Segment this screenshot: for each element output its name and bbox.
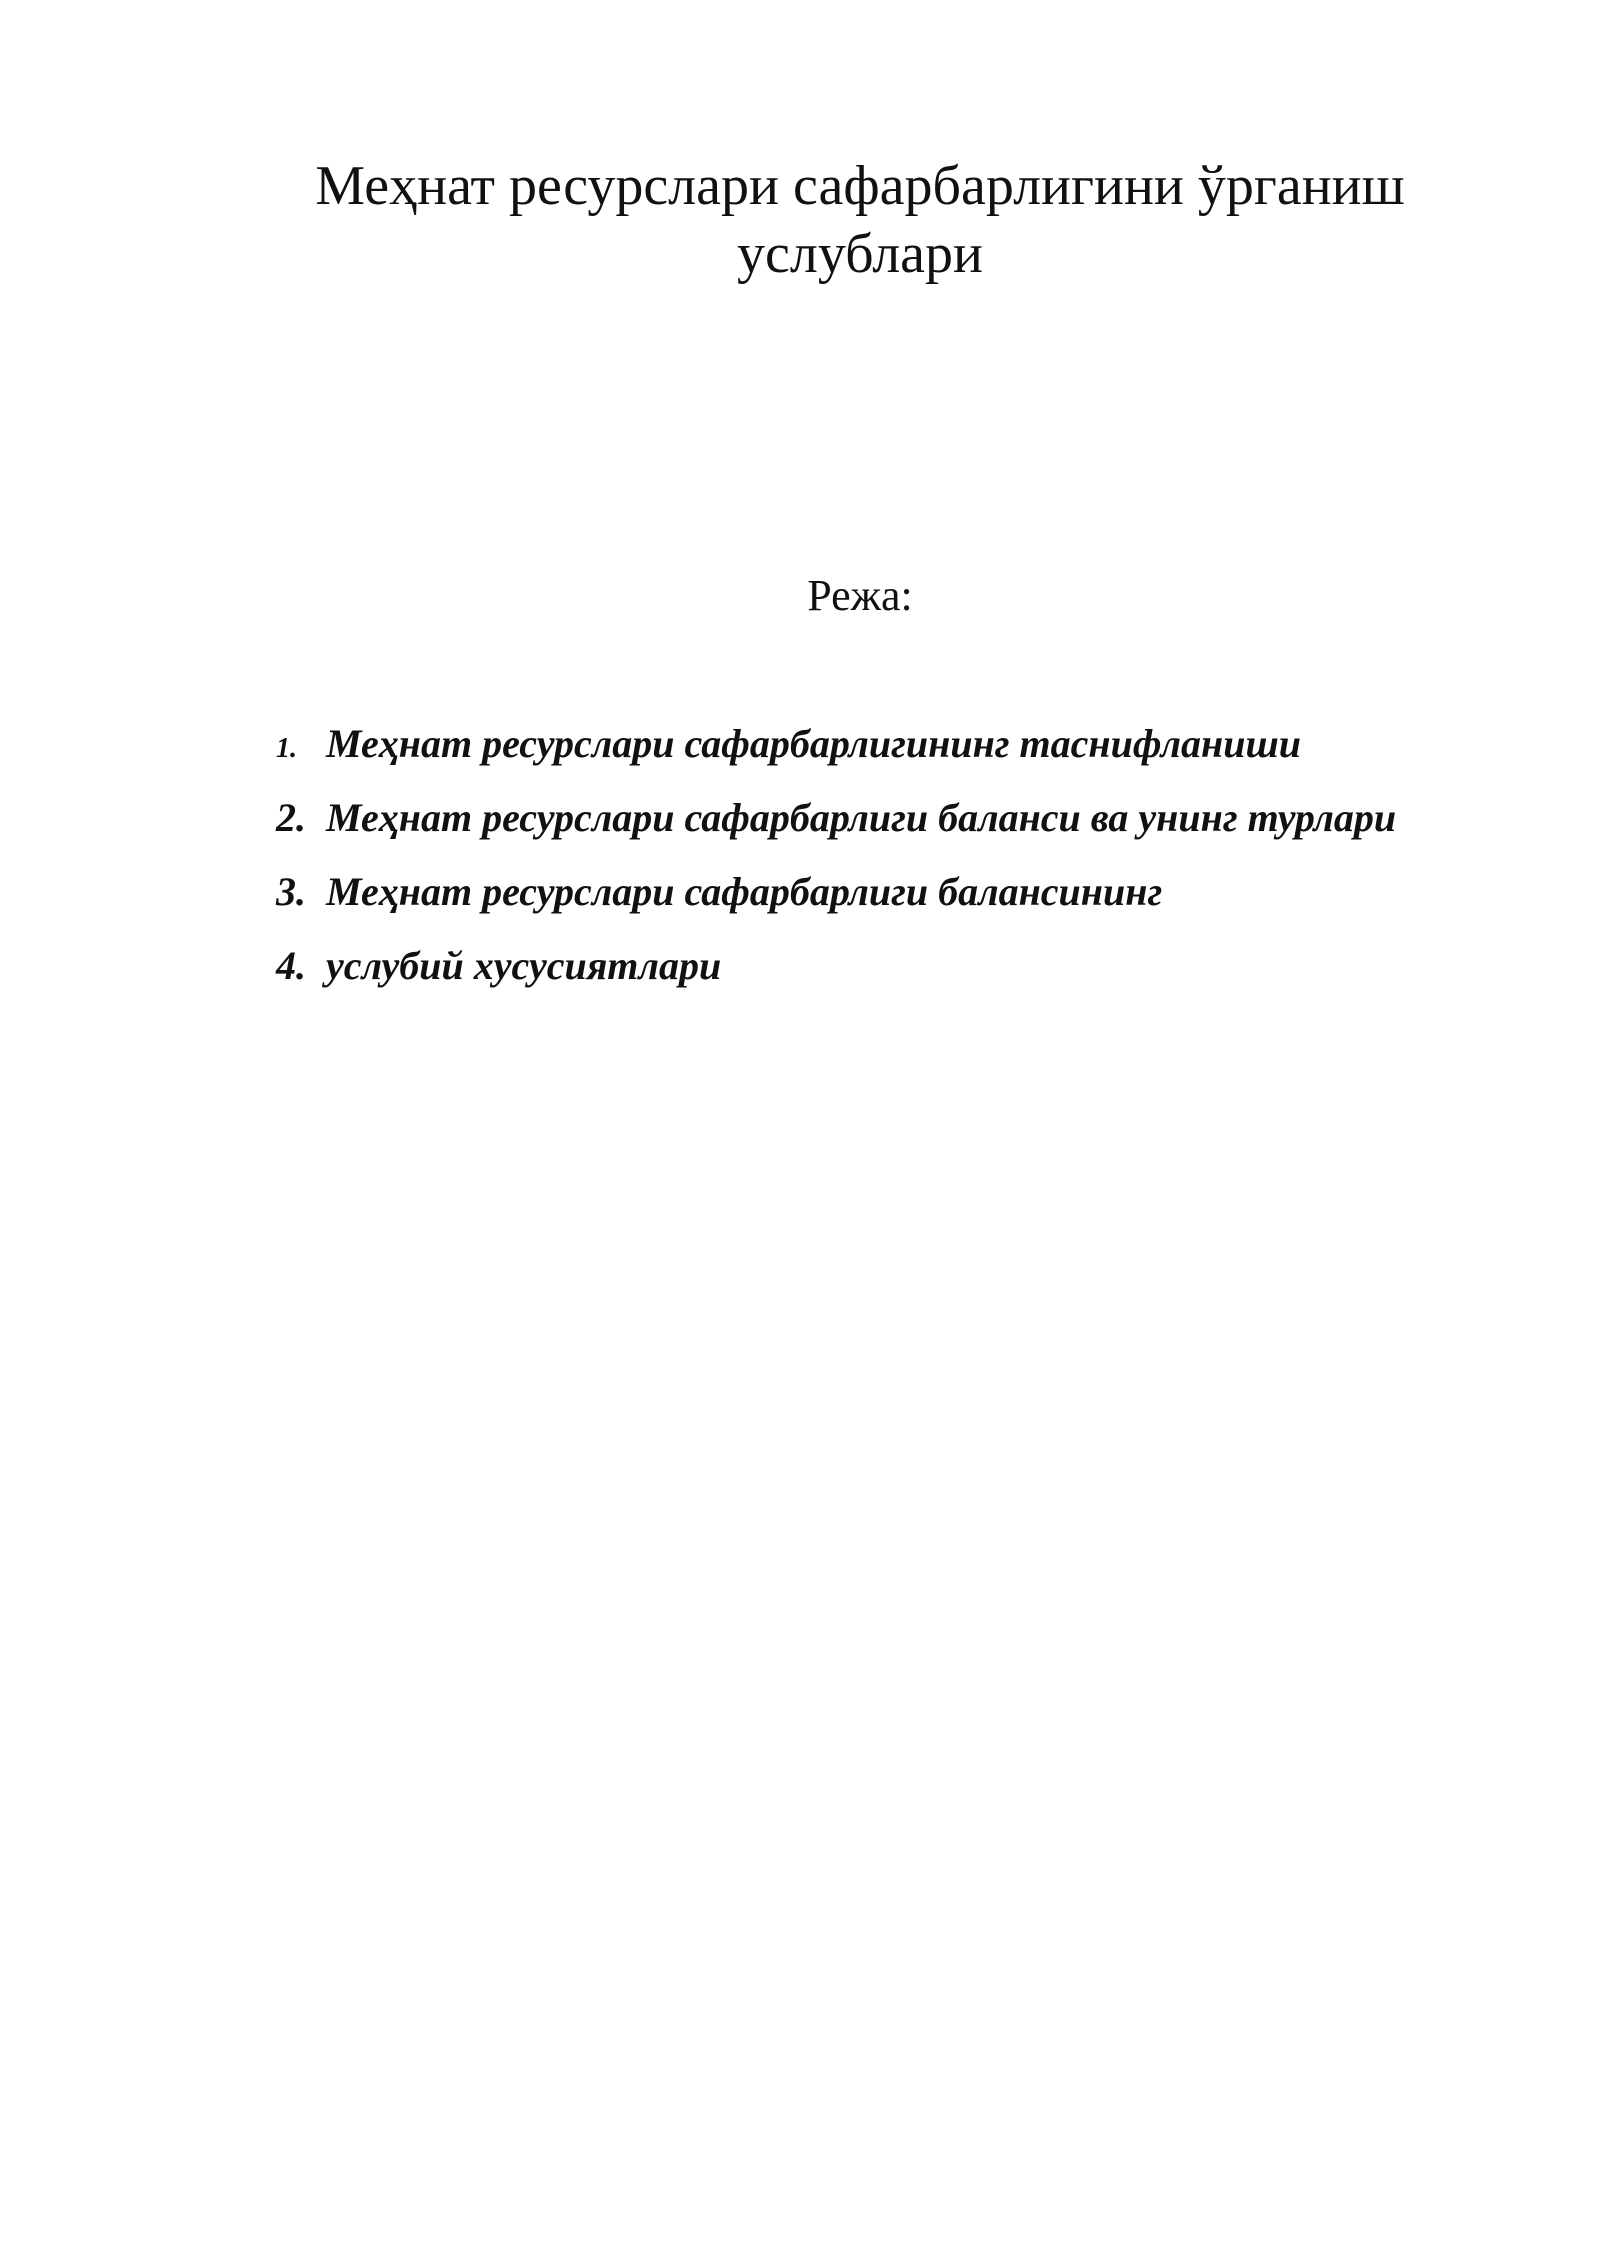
plan-item-text: Меҳнат ресурслари сафарбарлиги баланси ва унинг турлари: [326, 795, 1397, 840]
plan-item-text: Меҳнат ресурслари сафарбарлигининг таснифланиши: [326, 721, 1302, 766]
plan-heading: Режа:: [807, 571, 913, 620]
plan-item-text: услубий хусусиятлари: [326, 943, 722, 988]
document-title-line-1: Меҳнат ресурслари сафарбарлигини ўрганиш: [315, 155, 1405, 217]
plan-item-number: 2.: [276, 795, 306, 840]
plan-item-number: 1.: [276, 733, 297, 764]
document-title: [260, 152, 1460, 288]
plan-list: [276, 716, 1576, 1012]
plan-item-number: 3.: [276, 869, 306, 914]
plan-item-1: [276, 716, 1576, 790]
document-title-line-2: услублари: [737, 223, 983, 285]
plan-item-2: [276, 790, 1576, 864]
plan-item-3: [276, 864, 1576, 938]
plan-item-text: Меҳнат ресурслари сафарбарлиги балансининг: [326, 869, 1163, 914]
plan-item-4: [276, 938, 1576, 1012]
plan-item-number: 4.: [276, 943, 306, 988]
